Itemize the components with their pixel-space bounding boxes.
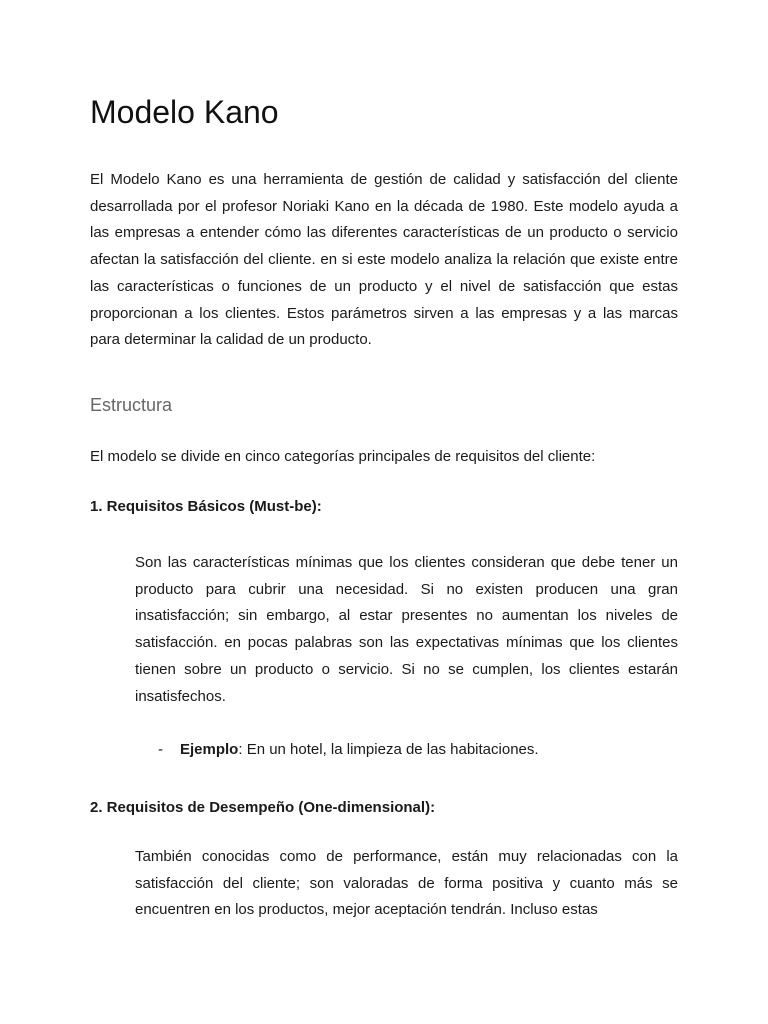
category-2-title: 2. Requisitos de Desempeño (One-dimensional): — [90, 799, 436, 816]
intro-paragraph: El Modelo Kano es una herramienta de gestión de calidad y satisfacción del cliente desarrollada por el profesor Noriaki Kano en la década de 1980. Este modelo ayuda a las empresas a entender cómo las diferentes características de un producto o servicio afectan la satisfacción del cliente. en si este modelo analiza la relación que existe entre las características o funciones de un producto y el nivel de satisfacción que estas proporcionan a los clientes. Estos parámetros sirven a las empresas y a las marcas para determinar la calidad de un producto. — [90, 171, 678, 349]
category-1-description: Son las características mínimas que los clientes consideran que debe tener un producto para cubrir una necesidad. Si no existen producen una gran insatisfacción; sin embargo, al estar presentes no aumentan los niveles de satisfacción. en pocas palabras son las expectativas mínimas que los clientes tienen sobre un producto o servicio. Si no se cumplen, los clientes estarán insatisfechos. — [135, 554, 678, 705]
category-2-description: También conocidas como de performance, están muy relacionadas con la satisfacción del cliente; son valoradas de forma positiva y cuanto más se encuentren en los productos, mejor aceptación tendrán. Incluso estas — [135, 848, 678, 919]
example-label: Ejemplo — [180, 741, 239, 758]
category-1-title: 1. Requisitos Básicos (Must-be): — [90, 498, 322, 515]
category-1-example — [158, 737, 539, 763]
document-title: Modelo Kano — [90, 94, 279, 130]
bullet-dash: - — [158, 741, 163, 758]
section-lead: El modelo se divide en cinco categorías principales de requisitos del cliente: — [90, 448, 596, 465]
example-text: : En un hotel, la limpieza de las habitaciones. — [238, 741, 539, 758]
section-heading: Estructura — [90, 395, 173, 415]
